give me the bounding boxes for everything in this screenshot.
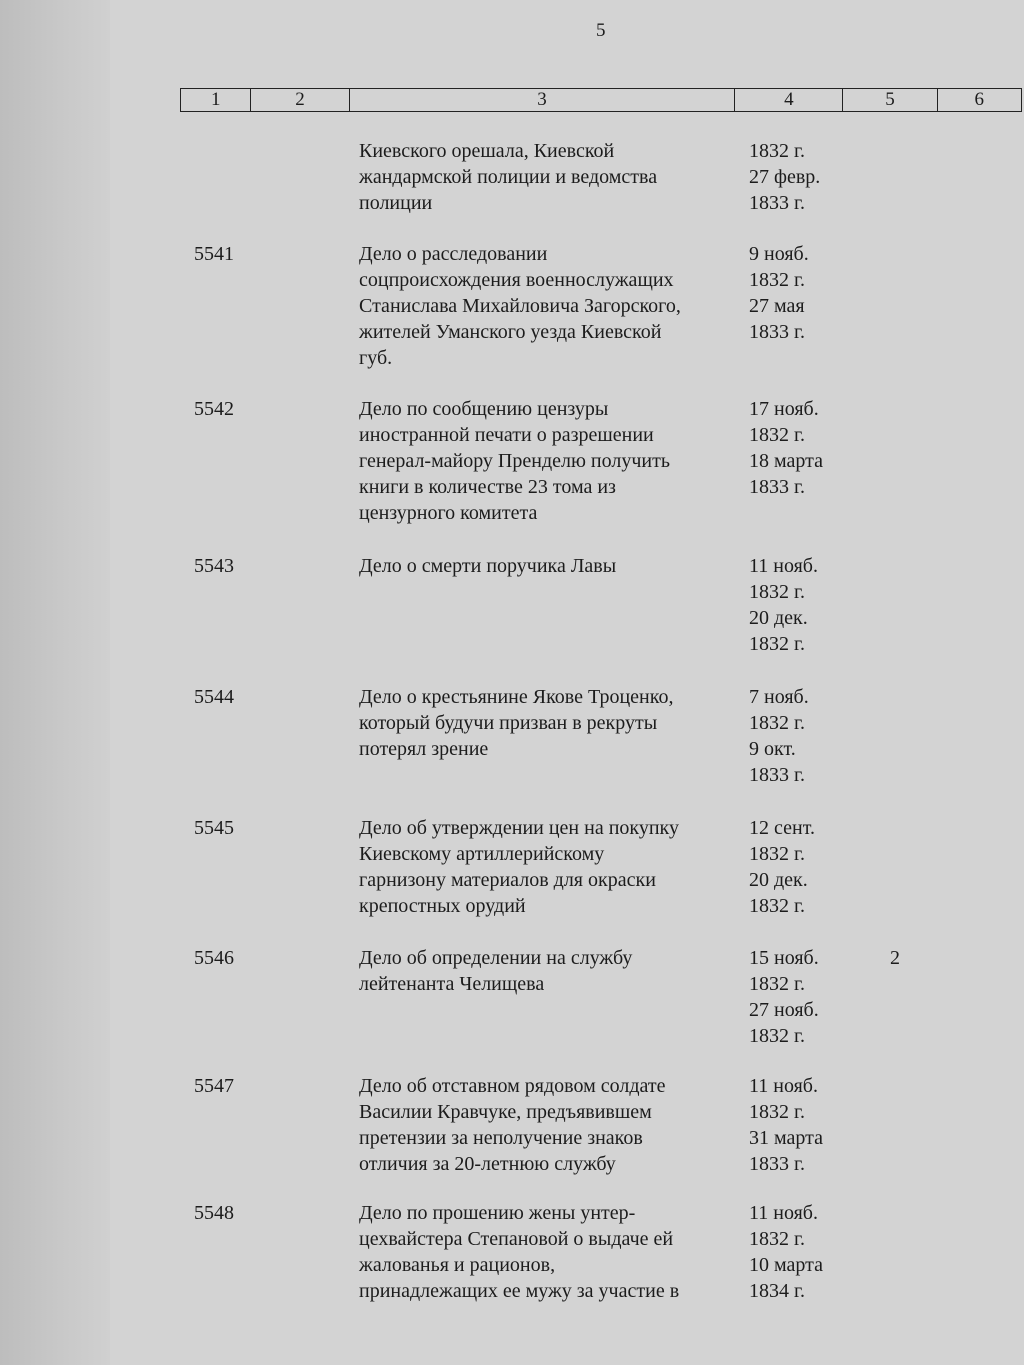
column-header-6: 6 (937, 89, 1021, 112)
record-date-end: 10 марта (749, 1254, 823, 1276)
record-date-start: 1832 г. (749, 140, 805, 162)
record-title: Дело о расследовании соцпроисхождения военнослужащих Станислава Михайловича Загорского, жителей Уманского уезда Киевской губ. (359, 243, 681, 369)
page-edge-shadow (0, 0, 110, 1365)
record-date-end: 27 нояб. (749, 999, 819, 1021)
record-number: 5543 (194, 555, 234, 577)
record-date-start-year: 1832 г. (749, 1228, 805, 1250)
column-header-3: 3 (349, 89, 735, 112)
column-header-row (181, 89, 1022, 112)
record-number: 5544 (194, 686, 234, 708)
column-header-table (180, 88, 1022, 112)
record-number: 5546 (194, 947, 234, 969)
record-date-start-year: 1832 г. (749, 712, 805, 734)
record-date-end-year: 1833 г. (749, 1153, 805, 1175)
record-sheets: 2 (890, 947, 900, 969)
record-date-start-year: 1832 г. (749, 1101, 805, 1123)
record-dates (749, 815, 849, 919)
record-date-start-year: 27 февр. (749, 166, 821, 188)
column-header-1: 1 (181, 89, 251, 112)
record-number: 5545 (194, 817, 234, 839)
record-date-start-year: 1832 г. (749, 843, 805, 865)
column-header-2: 2 (251, 89, 349, 112)
record-date-end-year: 1832 г. (749, 633, 805, 655)
record-date-end-year: 1832 г. (749, 895, 805, 917)
record-date-end: 1833 г. (749, 192, 805, 214)
record-date-start: 11 нояб. (749, 1075, 818, 1097)
column-header-5: 5 (843, 89, 937, 112)
record-title: Киевского орешала, Киевской жандармской полиции и ведомства полиции (359, 140, 658, 214)
record-title: Дело об утверждении цен на покупку Киевскому артиллерийскому гарнизону материалов для окраски крепостных орудий (359, 817, 679, 917)
record-dates (749, 945, 849, 1049)
record-title: Дело по прошению жены унтер- цехвайстера Степановой о выдаче ей жалованья и рационов, принадлежащих ее мужу за участие в (359, 1202, 680, 1302)
record-title: Дело по сообщению цензуры иностранной печати о разрешении генерал-майору Пренделю получить книги в количестве 23 тома из цензурного комитета (359, 398, 670, 524)
record-title: Дело о смерти поручика Лавы (359, 555, 617, 577)
record-number: 5542 (194, 398, 234, 420)
record-date-end: 27 мая (749, 295, 805, 317)
record-date-end: 9 окт. (749, 738, 796, 760)
record-dates (749, 138, 849, 216)
record-dates (749, 553, 849, 657)
record-date-end: 18 марта (749, 450, 823, 472)
record-date-end-year: 1833 г. (749, 321, 805, 343)
record-date-start: 15 нояб. (749, 947, 819, 969)
record-date-start: 11 нояб. (749, 555, 818, 577)
page-number: 5 (596, 20, 606, 41)
record-date-end: 20 дек. (749, 869, 808, 891)
record-dates (749, 396, 849, 500)
record-number: 5548 (194, 1202, 234, 1224)
record-number: 5547 (194, 1075, 234, 1097)
record-date-end: 31 марта (749, 1127, 823, 1149)
record-title: Дело об отставном рядовом солдате Василии Кравчуке, предъявившем претензии за неполучение знаков отличия за 20-летнюю службу (359, 1075, 666, 1175)
record-number: 5541 (194, 243, 234, 265)
record-date-end-year: 1833 г. (749, 764, 805, 786)
record-dates (749, 241, 849, 345)
record-date-end-year: 1833 г. (749, 476, 805, 498)
record-date-start: 17 нояб. (749, 398, 819, 420)
record-date-start-year: 1832 г. (749, 424, 805, 446)
record-date-end-year: 1834 г. (749, 1280, 805, 1302)
record-date-start: 9 нояб. (749, 243, 809, 265)
record-date-start: 12 сент. (749, 817, 815, 839)
record-date-start-year: 1832 г. (749, 269, 805, 291)
record-date-start-year: 1832 г. (749, 581, 805, 603)
record-dates (749, 684, 849, 788)
record-date-end-year: 1832 г. (749, 1025, 805, 1047)
record-dates (749, 1200, 849, 1304)
record-date-end: 20 дек. (749, 607, 808, 629)
record-title: Дело о крестьянине Якове Троценко, который будучи призван в рекруты потерял зрение (359, 686, 674, 760)
record-dates (749, 1073, 849, 1177)
record-date-start: 7 нояб. (749, 686, 809, 708)
record-title: Дело об определении на службу лейтенанта Челищева (359, 947, 633, 995)
record-date-start-year: 1832 г. (749, 973, 805, 995)
record-date-start: 11 нояб. (749, 1202, 818, 1224)
column-header-4: 4 (735, 89, 843, 112)
